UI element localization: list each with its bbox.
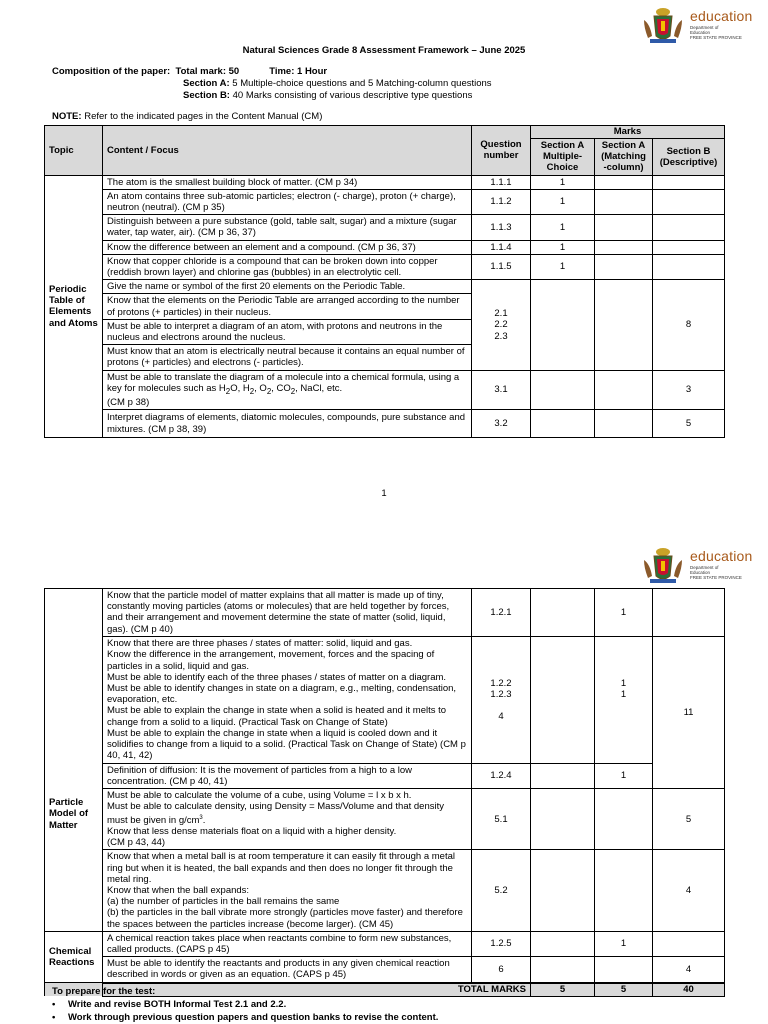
- content-cell: Must be able to identify the reactants and products in any given chemical reaction described in words or given as an equation. (CAPS p 45): [103, 957, 472, 983]
- header-section-b: Section B (Descriptive): [653, 139, 725, 176]
- question-number: 1.1.1: [472, 175, 531, 189]
- b-mark: 11: [653, 636, 725, 788]
- mc-mark: 1: [531, 240, 595, 254]
- mc-mark: [531, 410, 595, 438]
- mc-mark: 1: [531, 175, 595, 189]
- question-number: 1.1.4: [472, 240, 531, 254]
- match-mark: [595, 189, 653, 214]
- mc-mark: 1: [531, 254, 595, 279]
- page-number: 1: [381, 488, 387, 499]
- b-mark: [653, 240, 725, 254]
- match-mark: 1: [595, 763, 653, 788]
- match-mark: [595, 254, 653, 279]
- content-cell: Know the difference between an element and a compound. (CM p 36, 37): [103, 240, 472, 254]
- header-content: Content / Focus: [103, 126, 472, 176]
- mc-mark: [531, 370, 595, 410]
- education-logo: [640, 6, 753, 46]
- b-mark: 5: [653, 789, 725, 850]
- b-mark: 4: [653, 957, 725, 983]
- list-item: • Work through previous question papers and question banks to revise the content.: [52, 1011, 438, 1024]
- content-cell: The atom is the smallest building block of matter. (CM p 34): [103, 175, 472, 189]
- logo-subtext: Department of Education FREE STATE PROVINCE: [690, 565, 742, 581]
- topic-periodic-table: Periodic Table of Elements and Atoms: [45, 175, 103, 438]
- mc-mark: 1: [531, 189, 595, 214]
- header-marks: Marks: [531, 126, 725, 139]
- mc-mark: 1: [531, 215, 595, 240]
- content-cell: Give the name or symbol of the first 20 elements on the Periodic Table.: [103, 280, 472, 294]
- match-mark: [595, 410, 653, 438]
- document-title: Natural Sciences Grade 8 Assessment Framework – June 2025: [242, 45, 526, 56]
- question-number: 3.2: [472, 410, 531, 438]
- b-mark: 4: [653, 850, 725, 931]
- question-number: 6: [472, 957, 531, 983]
- content-cell: Know that the particle model of matter explains that all matter is made up of tiny, constantly moving particles (atoms or molecules) that are held together by forces, and their arrangement and movement determine the state of matter (solid, liquid, gas). (CM p 40): [103, 589, 472, 637]
- question-number: 1.1.3: [472, 215, 531, 240]
- b-mark: [653, 254, 725, 279]
- page-separator: [0, 512, 768, 540]
- content-cell: Know that the elements on the Periodic Table are arranged according to the number of protons (+ particles) in their nucleus.: [103, 294, 472, 319]
- b-mark: [653, 215, 725, 240]
- total-marks-label: TOTAL MARKS: [103, 983, 531, 997]
- content-cell: Must be able to calculate the volume of a cube, using Volume = l x b x h. Must be able to calculate density, using Density = Mass/Volume and that density must be given in $g/cm^3$. Know that less dense materials float on a liquid with a higher density. (CM p 43, 44): [103, 789, 472, 850]
- content-cell: Must be able to interpret a diagram of an atom, with protons and neutrons in the nucleus and electrons around the nucleus.: [103, 319, 472, 344]
- b-mark: [653, 589, 725, 637]
- b-mark: 3: [653, 370, 725, 410]
- content-cell: A chemical reaction takes place when reactants combine to form new substances, called products. (CAPS p 45): [103, 931, 472, 956]
- note: NOTE: Refer to the indicated pages in the Content Manual (CM): [52, 111, 323, 122]
- total-mc: 5: [531, 983, 595, 997]
- content-cell: An atom contains three sub-atomic particles; electron (- charge), proton (+ charge), neutron (neutral). (CM p 35): [103, 189, 472, 214]
- match-mark: [595, 240, 653, 254]
- content-cell: Know that when a metal ball is at room temperature it can easily fit through a metal ring but when it is heated, the ball expands and then does no longer fit through the metal ring. Know that when the ball expands: (a) the number of particles in the ball remains the same (b) the particles in the ball vibrate more strongly (particles move faster) and therefore the spaces between the particles increase (become larger). (CM 45): [103, 850, 472, 931]
- logo-brand-text: education: [690, 548, 753, 564]
- match-mark: [595, 850, 653, 931]
- mc-mark: [531, 789, 595, 850]
- mc-mark: [531, 931, 595, 956]
- paper-composition: Composition of the paper: Total mark: 50 Time: 1 Hour Section A: 5 Multiple-choice questions and 5 Matching-column questions Section B: 40 Marks consisting of various descriptive type questions: [52, 66, 492, 101]
- header-section-a-match: Section A (Matching -column): [595, 139, 653, 176]
- content-cell: Must be able to translate the diagram of a molecule into a chemical formula, using a key for molecules such as $H_2O$, $H_2$, $O_2$, $CO_2$, NaCl, etc. (CM p 38): [103, 370, 472, 410]
- header-question-number: Question number: [472, 126, 531, 176]
- b-mark: 5: [653, 410, 725, 438]
- list-item: • Write and revise BOTH Informal Test 2.1 and 2.2.: [52, 998, 438, 1011]
- topic-chemical-reactions: Chemical Reactions: [45, 931, 103, 982]
- question-number-group: 1.2.2 1.2.3 4: [472, 636, 531, 763]
- b-mark: [653, 931, 725, 956]
- mc-mark: [531, 589, 595, 637]
- page-2: [0, 540, 768, 1024]
- match-mark: [595, 370, 653, 410]
- total-b: 40: [653, 983, 725, 997]
- question-number: 5.1: [472, 789, 531, 850]
- mc-mark: [531, 957, 595, 983]
- content-cell: Distinguish between a pure substance (gold, table salt, sugar) and a mixture (sugar water, tap water, air). (CM p 36, 37): [103, 215, 472, 240]
- match-mark: [595, 957, 653, 983]
- header-topic: Topic: [45, 126, 103, 176]
- mc-mark: [531, 850, 595, 931]
- b-mark: 8: [653, 280, 725, 370]
- content-cell: Definition of diffusion: It is the movement of particles from a high to a low concentration. (CM p 40, 41): [103, 763, 472, 788]
- question-number: 5.2: [472, 850, 531, 931]
- content-cell: Know that copper chloride is a compound that can be broken down into copper (reddish brown layer) and chlorine gas (bubbles) in an electrolytic cell.: [103, 254, 472, 279]
- framework-table-page-2: [44, 588, 725, 997]
- preparation-notes: [52, 985, 438, 1024]
- b-mark: [653, 175, 725, 189]
- match-mark: [595, 175, 653, 189]
- question-number: 1.2.1: [472, 589, 531, 637]
- topic-particle-model: Particle Model of Matter: [45, 589, 103, 932]
- match-mark: [595, 280, 653, 370]
- match-mark: [595, 215, 653, 240]
- question-number: 3.1: [472, 370, 531, 410]
- framework-table-page-1: [44, 125, 725, 438]
- coat-of-arms-icon: [640, 6, 686, 46]
- match-mark: 1: [595, 931, 653, 956]
- match-mark: 1: [595, 589, 653, 637]
- question-number: 1.1.2: [472, 189, 531, 214]
- header-section-a-mc: Section A Multiple-Choice: [531, 139, 595, 176]
- question-number: 1.1.5: [472, 254, 531, 279]
- logo-subtext: Department of Education FREE STATE PROVINCE: [690, 25, 742, 41]
- question-number: 1.2.5: [472, 931, 531, 956]
- education-logo: [640, 546, 753, 586]
- question-number: 1.2.4: [472, 763, 531, 788]
- b-mark: [653, 189, 725, 214]
- mc-mark: [531, 636, 595, 763]
- coat-of-arms-icon: [640, 546, 686, 586]
- logo-brand-text: education: [690, 8, 753, 24]
- mc-mark: [531, 280, 595, 370]
- match-mark: [595, 789, 653, 850]
- match-mark-group: 1 1: [595, 636, 653, 763]
- content-cell: Know that there are three phases / states of matter: solid, liquid and gas. Know the difference in the arrangement, movement, forces and the spacing of particles in a solid, liquid and gas. Must be able to identify each of the three phases / states of matter on a diagram. Must be able to identify changes in state on a diagram, e.g., melting, condensation, evaporation, etc. Must be able to explain the change in state when a solid is heated and it melts to change from a solid to a liquid. (Practical Task on Change of State) Must be able to explain the change in state when a liquid is cooled down and it solidifies to change from a liquid to a solid. (Practical Task on Change of State) (CM p 40, 41, 42): [103, 636, 472, 763]
- total-match: 5: [595, 983, 653, 997]
- content-cell: Interpret diagrams of elements, diatomic molecules, compounds, pure substance and mixtures. (CM p 38, 39): [103, 410, 472, 438]
- content-cell: Must know that an atom is electrically neutral because it contains an equal number of protons (+ particles) and electrons (- particles).: [103, 345, 472, 370]
- mc-mark: [531, 763, 595, 788]
- preparation-heading: To prepare for the test:: [52, 986, 156, 997]
- question-number-group: 2.1 2.2 2.3: [472, 280, 531, 370]
